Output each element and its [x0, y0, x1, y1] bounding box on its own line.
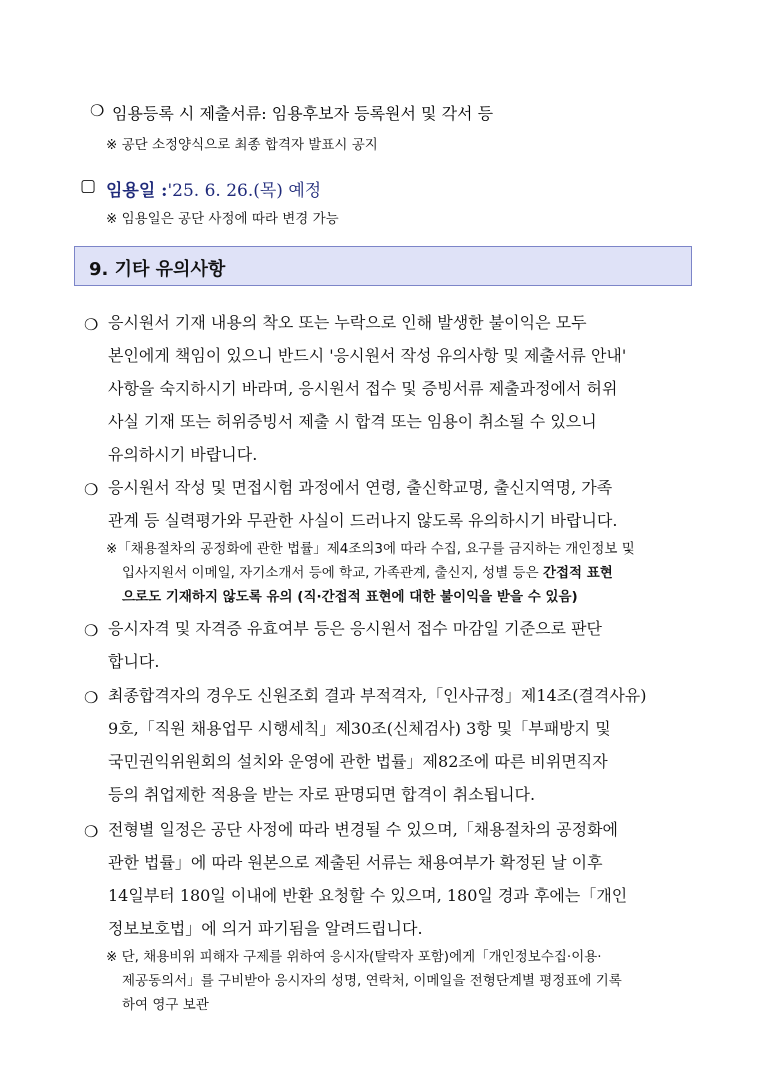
circle-bullet-icon: ❍ [84, 822, 99, 841]
circle-bullet-icon: ❍ [84, 480, 99, 499]
notice-item-1-line: 사실 기재 또는 허위증빙서 제출 시 합격 또는 임용이 취소될 수 있으니 [108, 412, 597, 431]
appointment-date-item [80, 176, 321, 201]
notice-item-2-line: 관계 등 실력평가와 무관한 사실이 드러나지 않도록 유의하시기 바랍니다. [108, 511, 618, 530]
note-emphasis: 간접적 표현 [542, 565, 613, 581]
notice-item-1 [108, 306, 626, 471]
notice-item-5-line: 전형별 일정은 공단 사정에 따라 변경될 수 있으며,「채용절차의 공정화에 [108, 820, 618, 839]
appointment-date-note: ※ 임용일은 공단 사정에 따라 변경 가능 [106, 211, 339, 227]
note-line: ※「채용절차의 공정화에 관한 법률」제4조의3에 따라 수집, 요구를 금지하는 개인정보 및 [106, 541, 635, 557]
notice-item-3-line: 응시자격 및 자격증 유효여부 등은 응시원서 접수 마감일 기준으로 판단 [108, 619, 602, 638]
notice-item-5-line: 관한 법률」에 따라 원본으로 제출된 서류는 채용여부가 확정된 날 이후 [108, 853, 603, 872]
notice-item-1-line: 유의하시기 바랍니다. [108, 445, 258, 464]
circle-bullet-icon: ❍ [84, 621, 99, 640]
notice-item-5-note [106, 945, 622, 1017]
note-emphasis: 으로도 기재하지 않도록 유의 [122, 589, 293, 605]
notice-item-5 [108, 813, 627, 945]
note-line: 하여 영구 보관 [122, 997, 209, 1013]
notice-item-4-line: 9호,「직원 채용업무 시행세칙」제30조(신체검사) 3항 및「부패방지 및 [108, 719, 611, 738]
note-text: (직·간접적 표현에 대한 불이익을 받을 수 있음) [292, 589, 578, 605]
notice-item-2-line: 응시원서 작성 및 면접시험 과정에서 연령, 출신학교명, 출신지역명, 가족 [108, 478, 613, 497]
notice-item-4-line: 최종합격자의 경우도 신원조회 결과 부적격자,「인사규정」제14조(결격사유) [108, 686, 647, 705]
notice-item-5-line: 14일부터 180일 이내에 반환 요청할 수 있으며, 180일 경과 후에는「개인 [108, 886, 628, 905]
notice-item-3-line: 합니다. [108, 652, 160, 671]
circle-bullet-icon: ❍ [84, 315, 99, 334]
note-text: 입사지원서 이메일, 자기소개서 등에 학교, 가족관계, 출신지, 성별 등은 [122, 565, 543, 581]
notice-item-3 [108, 612, 602, 678]
registration-text: 임용등록 시 제출서류: 임용후보자 등록원서 및 각서 등 [112, 104, 494, 123]
note-line: 제공동의서」를 구비받아 응시자의 성명, 연락처, 이메일을 전형단계별 평정표에 기록 [122, 973, 622, 989]
appointment-date-value: '25. 6. 26.(목) 예정 [167, 181, 322, 201]
registration-item [90, 101, 493, 124]
notice-item-2 [108, 471, 617, 537]
notice-item-1-line: 사항을 숙지하시기 바라며, 응시원서 접수 및 증빙서류 제출과정에서 허위 [108, 379, 618, 398]
notice-item-4-line: 등의 취업제한 적용을 받는 자로 판명되면 합격이 취소됩니다. [108, 785, 536, 804]
square-bullet-icon: ▢ [80, 176, 97, 196]
registration-note: ※ 공단 소정양식으로 최종 합격자 발표시 공지 [106, 137, 378, 153]
circle-bullet-icon: ❍ [90, 101, 105, 120]
notice-item-1-line: 본인에게 책임이 있으니 반드시 '응시원서 작성 유의사항 및 제출서류 안내' [108, 346, 627, 365]
section-header [74, 246, 692, 286]
circle-bullet-icon: ❍ [84, 688, 99, 707]
notice-item-4-line: 국민권익위원회의 설치와 운영에 관한 법률」제82조에 따른 비위면직자 [108, 752, 608, 771]
note-line [106, 561, 635, 585]
note-line [106, 585, 635, 609]
notice-item-2-note [106, 537, 635, 609]
section-title: 9. 기타 유의사항 [89, 259, 226, 280]
notice-item-1-line: 응시원서 기재 내용의 착오 또는 누락으로 인해 발생한 불이익은 모두 [108, 313, 587, 332]
notice-item-5-line: 정보보호법」에 의거 파기됨을 알려드립니다. [108, 919, 423, 938]
notice-item-4 [108, 679, 647, 811]
appointment-date-label: 임용일 : [106, 181, 168, 201]
note-line: ※ 단, 채용비위 피해자 구제를 위하여 응시자(탈락자 포함)에게「개인정보수집·이용· [106, 949, 602, 965]
